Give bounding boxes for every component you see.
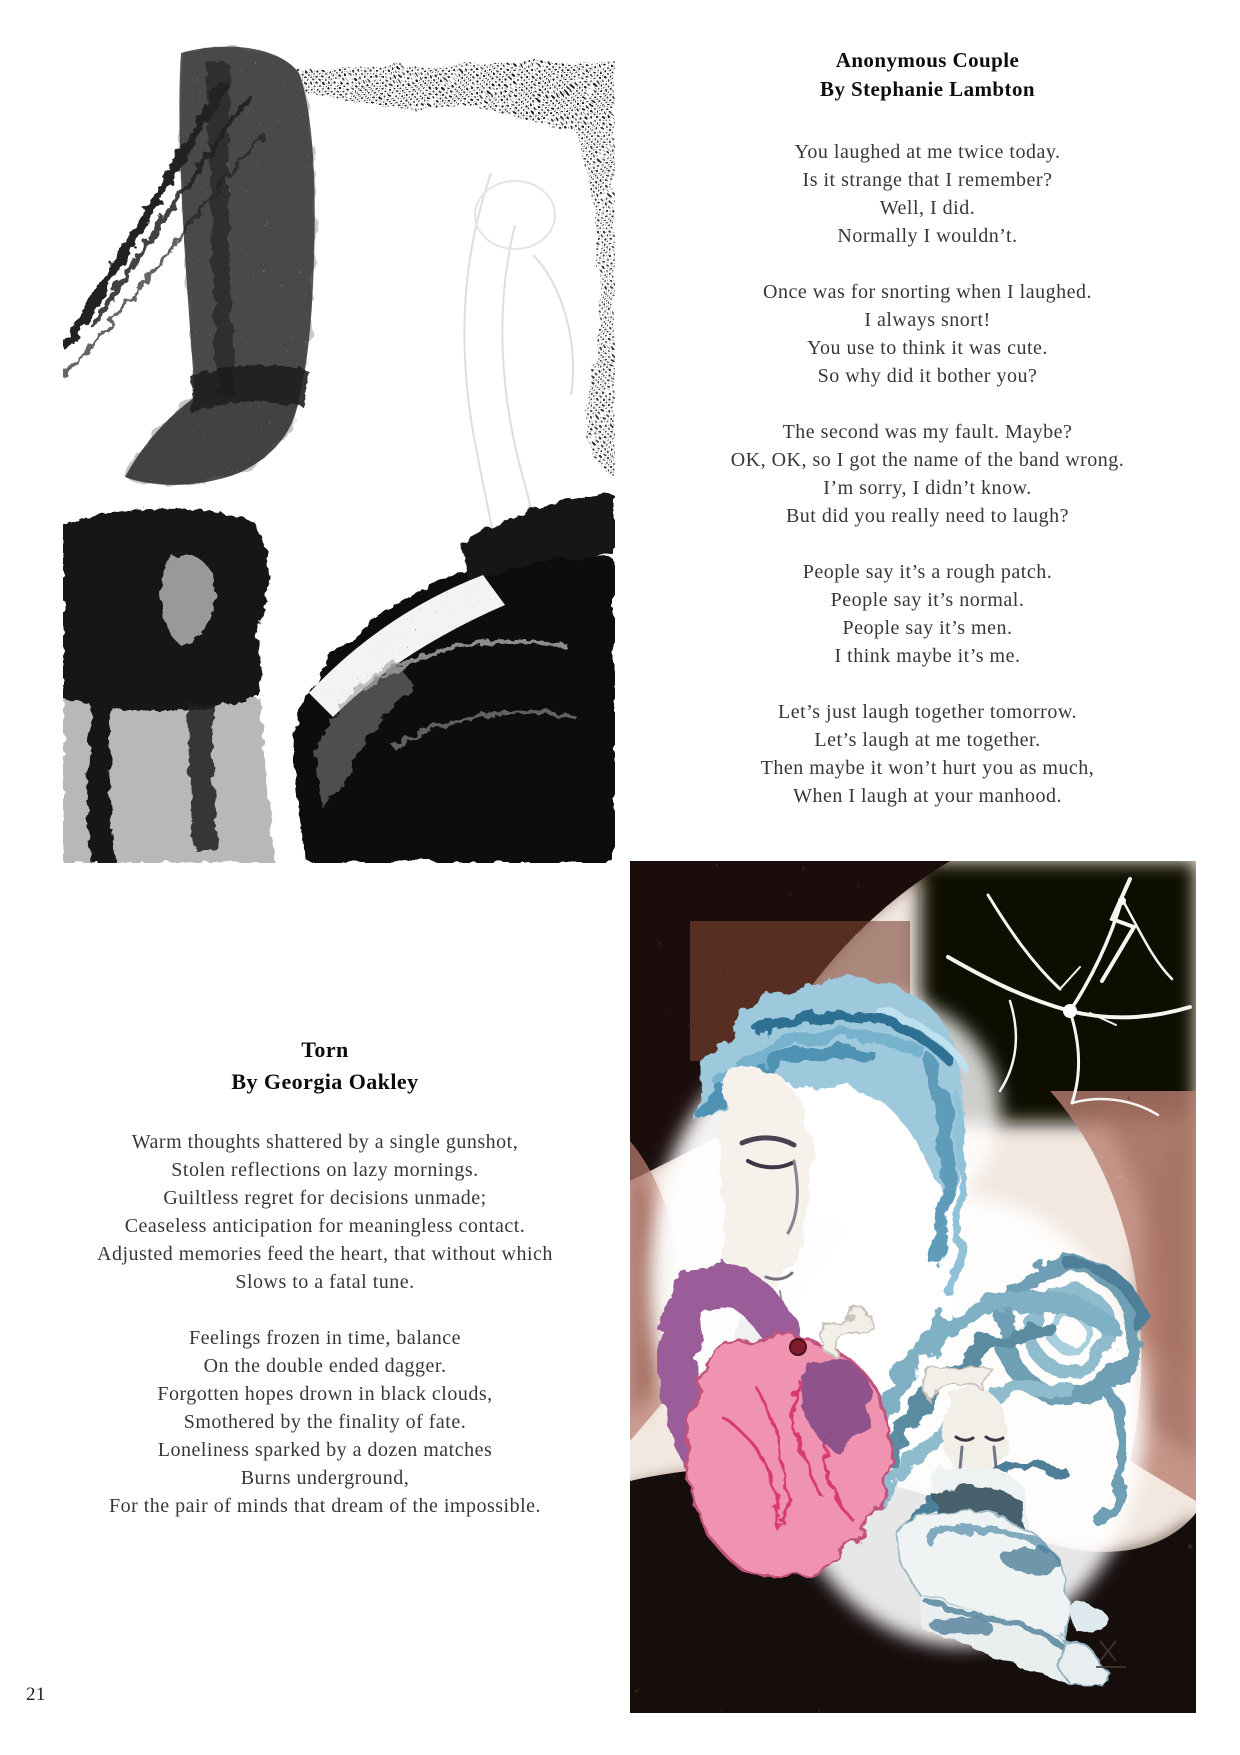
poem-line: Is it strange that I remember? bbox=[802, 169, 1053, 191]
poem-line: Burns underground, bbox=[240, 1467, 410, 1489]
stippled-arm bbox=[63, 47, 315, 485]
poem-line: Smothered by the finality of fate. bbox=[183, 1411, 467, 1433]
poem-stanza bbox=[625, 278, 1230, 390]
poem-line: Warm thoughts shattered by a single gunshot, bbox=[131, 1131, 519, 1153]
poem-line: Normally I wouldn’t. bbox=[837, 225, 1018, 247]
poem-line: Slows to a fatal tune. bbox=[235, 1271, 415, 1293]
poem-line: Then maybe it won’t hurt you as much, bbox=[760, 757, 1095, 779]
poem-line: Loneliness sparked by a dozen matches bbox=[157, 1439, 493, 1461]
poem-line: Forgotten hopes drown in black clouds, bbox=[157, 1383, 493, 1405]
poem-line: Once was for snorting when I laughed. bbox=[763, 281, 1092, 303]
poem-line: I’m sorry, I didn’t know. bbox=[823, 477, 1032, 499]
poem-byline: By Stephanie Lambton bbox=[820, 77, 1035, 101]
poem-line: I always snort! bbox=[864, 309, 991, 331]
poem-line: Stolen reflections on lazy mornings. bbox=[171, 1159, 479, 1181]
stocking-mass bbox=[295, 495, 615, 863]
poem-line: OK, OK, so I got the name of the band wrong. bbox=[730, 449, 1125, 471]
poem-line: People say it’s men. bbox=[842, 617, 1013, 639]
poem-line: When I laugh at your manhood. bbox=[793, 785, 1062, 807]
poem-byline: By Georgia Oakley bbox=[231, 1069, 419, 1094]
poem-line: You laughed at me twice today. bbox=[794, 141, 1061, 163]
poem-title: Anonymous Couple bbox=[835, 48, 1020, 72]
page-number: 21 bbox=[26, 1684, 46, 1705]
poem-line: People say it’s a rough patch. bbox=[802, 561, 1053, 583]
poem-body bbox=[30, 1128, 620, 1520]
poem-title: Torn bbox=[301, 1037, 349, 1062]
poem-line: Guiltless regret for decisions unmade; bbox=[163, 1187, 487, 1209]
poem-stanza bbox=[625, 558, 1230, 670]
poem-torn bbox=[30, 1034, 620, 1520]
poem-line: Adjusted memories feed the heart, that without which bbox=[97, 1243, 553, 1265]
poem-line: Ceaseless anticipation for meaningless contact. bbox=[124, 1215, 526, 1237]
bw-figure-illustration bbox=[63, 45, 615, 863]
poem-stanza bbox=[625, 138, 1230, 250]
poem-line: Let’s laugh at me together. bbox=[814, 729, 1041, 751]
poem-line: Let’s just laugh together tomorrow. bbox=[778, 701, 1077, 723]
poem-line: You use to think it was cute. bbox=[807, 337, 1048, 359]
poem-line: People say it’s normal. bbox=[830, 589, 1025, 611]
poem-line: For the pair of minds that dream of the impossible. bbox=[108, 1495, 542, 1517]
poem-anonymous-couple bbox=[625, 46, 1230, 810]
poem-line: Well, I did. bbox=[879, 197, 976, 219]
watercolor-couple-illustration bbox=[630, 861, 1196, 1713]
poem-line: Feelings frozen in time, balance bbox=[188, 1327, 461, 1349]
poem-line: So why did it bother you? bbox=[817, 365, 1038, 387]
poem-stanza bbox=[625, 418, 1230, 530]
poem-stanza bbox=[30, 1128, 620, 1296]
poem-line: But did you really need to laugh? bbox=[785, 505, 1070, 527]
poem-line: On the double ended dagger. bbox=[203, 1355, 447, 1377]
poem-body bbox=[625, 138, 1230, 810]
red-berry bbox=[790, 1339, 806, 1355]
poem-stanza bbox=[30, 1324, 620, 1520]
poem-line: The second was my fault. Maybe? bbox=[782, 421, 1073, 443]
poem-stanza bbox=[625, 698, 1230, 810]
poem-line: I think maybe it’s me. bbox=[834, 645, 1021, 667]
